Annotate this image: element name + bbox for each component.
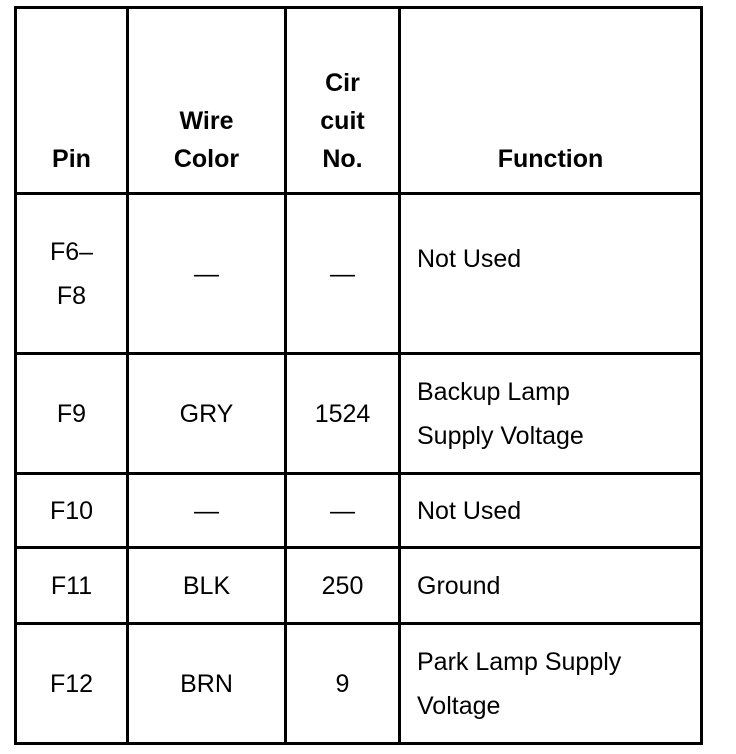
header-pin: Pin (16, 8, 128, 194)
pin-cell: F6– F8 (16, 194, 128, 354)
function-cell: Backup Lamp Supply Voltage (400, 354, 702, 474)
header-row (16, 8, 702, 194)
pin-cell: F10 (16, 474, 128, 548)
function-cell: Ground (400, 548, 702, 624)
wire-color-cell: GRY (128, 354, 286, 474)
table-row (16, 194, 702, 354)
function-cell: Not Used (400, 194, 702, 354)
wire-color-cell: — (128, 194, 286, 354)
wire-color-cell: BRN (128, 624, 286, 744)
function-cell: Park Lamp Supply Voltage (400, 624, 702, 744)
circuit-cell: 1524 (286, 354, 400, 474)
pinout-table-wrapper (14, 6, 703, 745)
circuit-cell: 250 (286, 548, 400, 624)
header-function: Function (400, 8, 702, 194)
circuit-cell: — (286, 474, 400, 548)
pinout-table (14, 6, 703, 745)
circuit-cell: 9 (286, 624, 400, 744)
function-cell: Not Used (400, 474, 702, 548)
table-row (16, 354, 702, 474)
table-row (16, 548, 702, 624)
table-row (16, 624, 702, 744)
pin-cell: F11 (16, 548, 128, 624)
wire-color-cell: BLK (128, 548, 286, 624)
header-wire-color: Wire Color (128, 8, 286, 194)
wire-color-cell: — (128, 474, 286, 548)
pin-cell: F12 (16, 624, 128, 744)
header-circuit-no: Cir cuit No. (286, 8, 400, 194)
table-row (16, 474, 702, 548)
pin-cell: F9 (16, 354, 128, 474)
circuit-cell: — (286, 194, 400, 354)
